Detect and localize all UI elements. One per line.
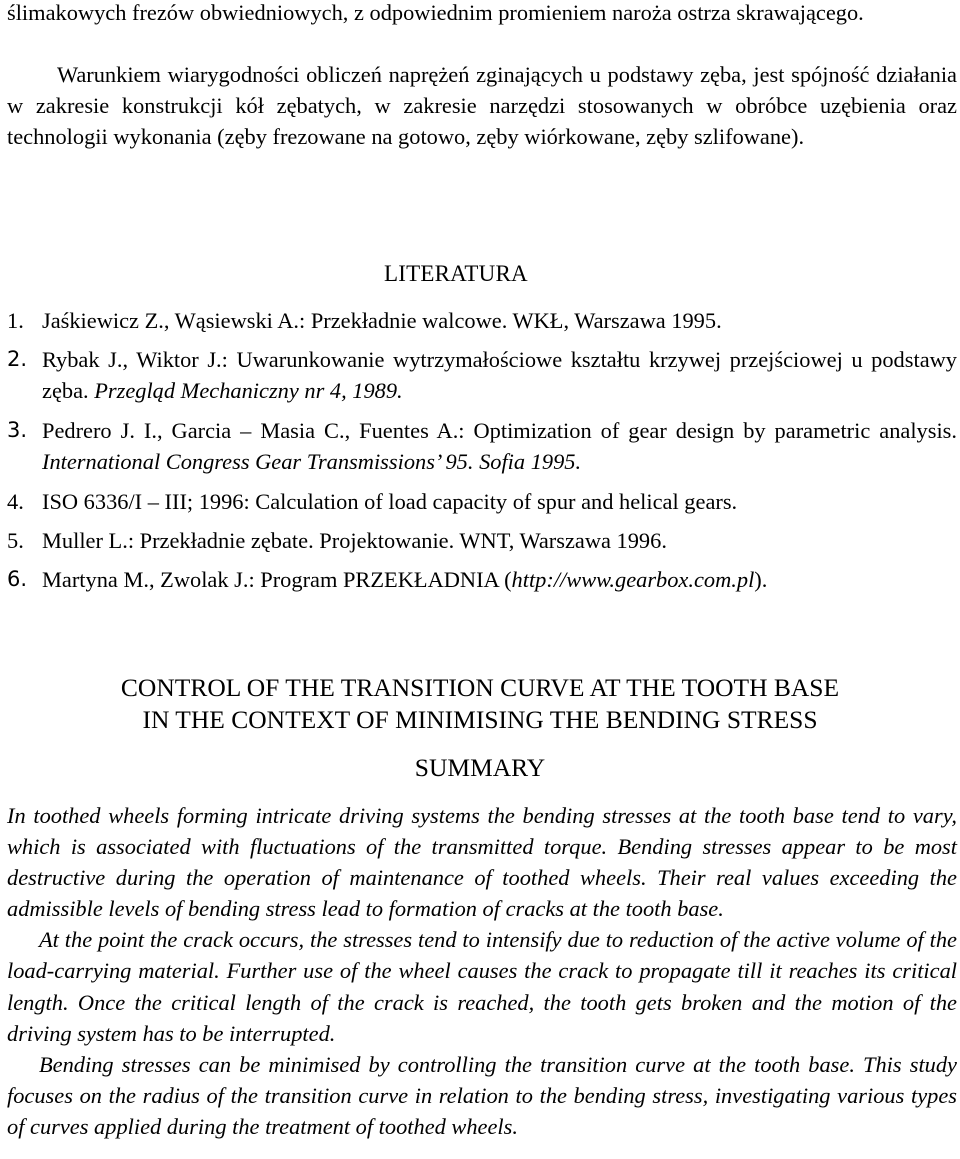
- intro-paragraph-text: Warunkiem wiarygodności obliczeń naprężeń zginających u podstawy zęba, jest spójność działania w zakresie konstrukcji kół zębatych, w zakresie narzędzi stosowanych w obróbce uzębienia oraz technologii wykonania (zęby frezowane na gotowo, zęby wiórkowane, zęby szlifowane).: [7, 62, 957, 149]
- reference-url: http://www.gearbox.com.pl: [511, 567, 755, 592]
- summary-paragraph: [7, 1049, 957, 1142]
- reference-item: [7, 564, 957, 595]
- reference-tail: ).: [754, 567, 768, 592]
- summary-paragraph-text: Bending stresses can be minimised by controlling the transition curve at the tooth base. This study focuses on the radius of the transition curve in relation to the bending stress, investigating various types of curves applied during the treatment of toothed wheels.: [7, 1051, 957, 1139]
- reference-item: [7, 305, 957, 336]
- intro-paragraph: [7, 59, 957, 152]
- summary-paragraph-text: In toothed wheels forming intricate driving systems the bending stresses at the tooth base tend to vary, which is associated with fluctuations of the transmitted torque. Bending stresses appear to be most destructive during the operation of maintenance of toothed wheels. Their real values exceeding the admissible levels of bending stress lead to formation of cracks at the tooth base.: [7, 803, 957, 922]
- reference-item: [7, 486, 957, 517]
- reference-body: Pedrero J. I., Garcia – Masia C., Fuentes A.: Optimization of gear design by parametric analysis.: [42, 418, 957, 443]
- summary-heading: SUMMARY: [414, 753, 546, 782]
- reference-text: [42, 344, 957, 406]
- reference-body: Rybak J., Wiktor J.: Uwarunkowanie wytrzymałościowe kształtu krzywej przejściowej u podstawy zęba.: [42, 347, 957, 403]
- summary-paragraph: [7, 924, 957, 1048]
- reference-list: [7, 305, 957, 595]
- reference-number: 4.: [7, 489, 24, 514]
- intro-continuation: ślimakowych frezów obwiedniowych, z odpowiednim promieniem naroża ostrza skrawającego.: [7, 0, 864, 25]
- reference-text: Jaśkiewicz Z., Wąsiewski A.: Przekładnie walcowe. WKŁ, Warszawa 1995.: [42, 308, 722, 333]
- reference-text: ISO 6336/I – III; 1996: Calculation of load capacity of spur and helical gears.: [42, 489, 738, 514]
- reference-number: 3.: [7, 418, 28, 442]
- english-title: [0, 672, 960, 736]
- reference-item: [7, 344, 957, 406]
- literature-heading: LITERATURA: [384, 261, 528, 286]
- reference-number: 1.: [7, 308, 24, 333]
- reference-number: 6.: [7, 567, 28, 591]
- reference-number: 5.: [7, 528, 24, 553]
- reference-text: [42, 564, 957, 595]
- reference-text: [42, 415, 957, 477]
- reference-item: [7, 525, 957, 556]
- reference-text: Muller L.: Przekładnie zębate. Projektowanie. WNT, Warszawa 1996.: [42, 528, 667, 553]
- reference-number: 2.: [7, 347, 28, 371]
- reference-body: Martyna M., Zwolak J.: Program PRZEKŁADNIA (: [42, 567, 512, 592]
- summary-paragraph: [7, 800, 957, 924]
- english-title-line2: IN THE CONTEXT OF MINIMISING THE BENDING STRESS: [142, 705, 818, 734]
- reference-source: International Congress Gear Transmissions’ 95. Sofia 1995.: [42, 449, 582, 474]
- english-title-line1: CONTROL OF THE TRANSITION CURVE AT THE TOOTH BASE: [120, 673, 840, 702]
- reference-source: Przegląd Mechaniczny nr 4, 1989.: [94, 378, 403, 403]
- reference-item: [7, 415, 957, 477]
- summary-paragraph-text: At the point the crack occurs, the stresses tend to intensify due to reduction of the active volume of the load-carrying material. Further use of the wheel causes the crack to propagate till it reaches its critical length. Once the critical length of the crack is reached, the tooth gets broken and the motion of the driving system has to be interrupted.: [7, 927, 957, 1046]
- summary-body: [7, 800, 957, 1142]
